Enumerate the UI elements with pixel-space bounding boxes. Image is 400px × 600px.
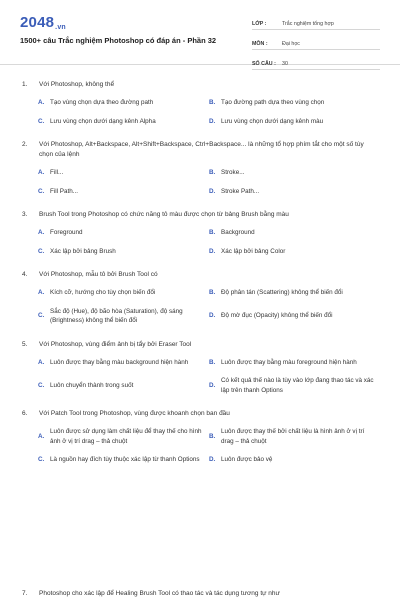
option-letter: A.	[38, 229, 45, 236]
option-row	[0, 98, 400, 108]
option-letter: A.	[38, 289, 45, 296]
option-row	[0, 376, 400, 395]
option-letter: C.	[38, 381, 45, 389]
question-item	[0, 409, 400, 465]
answer-options	[0, 427, 400, 465]
option-b[interactable]	[209, 98, 380, 108]
option-text: Là nguồn hay đích tùy thuộc xác lập từ thanh Options	[50, 456, 200, 463]
logo-suffix: .vn	[55, 24, 66, 31]
question-item-truncated	[0, 589, 400, 599]
meta-row-class	[252, 12, 380, 30]
option-text: Tạo vùng chọn dựa theo đường path	[50, 99, 154, 106]
option-letter: D.	[209, 456, 216, 463]
option-letter: C.	[38, 117, 45, 125]
option-letter: D.	[209, 381, 216, 389]
answer-options	[0, 358, 400, 396]
option-letter: B.	[209, 229, 216, 236]
option-a[interactable]	[38, 358, 209, 368]
option-b[interactable]	[209, 288, 380, 298]
option-letter: B.	[209, 169, 216, 176]
option-text: Sắc độ (Hue), độ bão hòa (Saturation), độ sáng (Brightness) không thể biến đổi	[50, 307, 183, 324]
option-letter: B.	[209, 289, 216, 296]
site-logo[interactable]	[20, 14, 66, 31]
option-a[interactable]	[38, 168, 209, 178]
option-d[interactable]	[209, 117, 380, 127]
option-text: Background	[221, 229, 255, 236]
option-text: Có kết quả thế nào là tùy vào lớp đang thao tác và xác lập trên thanh Options	[221, 377, 374, 394]
option-text: Độ mờ đục (Opacity) không thể biến đổi	[221, 312, 333, 320]
question-item	[0, 140, 400, 196]
option-letter: A.	[38, 99, 45, 106]
meta-label: MÔN :	[252, 41, 268, 47]
option-text: Stroke Path...	[221, 187, 260, 195]
question-number: 4.	[22, 271, 28, 278]
answer-options	[0, 168, 400, 196]
option-text: Lưu vùng chọn dưới dạng kênh màu	[221, 117, 324, 125]
meta-value: 30	[282, 61, 288, 67]
option-b[interactable]	[209, 358, 380, 368]
option-letter: D.	[209, 117, 216, 125]
meta-row-subject	[252, 32, 380, 50]
option-c[interactable]	[38, 455, 209, 465]
document-header	[0, 0, 400, 65]
option-text: Foreground	[50, 229, 83, 236]
option-letter: A.	[38, 432, 45, 440]
answer-options	[0, 228, 400, 256]
meta-value: Đại học	[282, 41, 300, 47]
question-text	[0, 340, 400, 350]
option-text: Luôn được thay bằng màu foreground hiện hành	[221, 358, 357, 366]
option-row	[0, 117, 400, 127]
option-letter: C.	[38, 456, 45, 463]
option-row	[0, 427, 400, 446]
question-number: 3.	[22, 211, 28, 218]
question-text	[0, 80, 400, 90]
question-item	[0, 80, 400, 126]
question-text	[0, 210, 400, 220]
option-a[interactable]	[38, 288, 209, 298]
question-text	[0, 140, 400, 160]
option-b[interactable]	[209, 168, 380, 178]
option-text: Độ phân tán (Scattering) không thể biến đổi	[221, 289, 343, 296]
question-list	[0, 80, 400, 479]
document-meta	[252, 12, 380, 72]
option-letter: C.	[38, 187, 45, 195]
option-letter: B.	[209, 99, 216, 106]
option-text: Luôn được thay bằng màu background hiện hành	[50, 358, 189, 366]
option-letter: C.	[38, 312, 45, 320]
question-body: Với Photoshop, mẫu tô bởi Brush Tool có	[39, 271, 158, 278]
option-row	[0, 307, 400, 326]
option-letter: D.	[209, 312, 216, 320]
meta-label: LỚP :	[252, 21, 267, 27]
meta-label: SỐ CÂU :	[252, 61, 276, 67]
option-d[interactable]	[209, 247, 380, 257]
option-a[interactable]	[38, 427, 209, 446]
option-text: Xác lập bởi bảng Brush	[50, 247, 116, 255]
option-row	[0, 247, 400, 257]
question-number: 2.	[22, 141, 28, 148]
option-a[interactable]	[38, 228, 209, 238]
question-item	[0, 270, 400, 326]
answer-options	[0, 288, 400, 326]
question-body: Photoshop cho xác lập để Healing Brush Tool có thao tác và tác dụng tương tự như	[39, 590, 280, 597]
option-row	[0, 187, 400, 197]
option-text: Luôn chuyển thành trong suốt	[50, 381, 134, 389]
option-row	[0, 228, 400, 238]
option-text: Luôn được bảo vệ	[221, 456, 273, 463]
logo-main: 2048	[20, 14, 55, 31]
option-text: Xác lập bởi bảng Color	[221, 247, 286, 255]
option-letter: B.	[209, 358, 216, 366]
option-row	[0, 455, 400, 465]
question-body: Với Patch Tool trong Photoshop, vùng được khoanh chọn ban đầu	[39, 410, 230, 417]
question-body: Với Photoshop, không thể	[39, 81, 115, 88]
option-letter: A.	[38, 169, 45, 176]
option-a[interactable]	[38, 98, 209, 108]
answer-options	[0, 98, 400, 126]
question-text	[0, 589, 400, 599]
option-letter: D.	[209, 247, 216, 255]
question-text	[0, 409, 400, 419]
option-c[interactable]	[38, 307, 209, 326]
question-number: 5.	[22, 340, 28, 348]
option-c[interactable]	[38, 187, 209, 197]
option-text: Luôn được sử dụng làm chất liệu để thay thế cho hình ảnh ở vị trí drag – thả chuột	[50, 428, 202, 445]
question-number: 7.	[22, 590, 28, 597]
option-d[interactable]	[209, 455, 380, 465]
question-item	[0, 210, 400, 256]
option-letter: B.	[209, 432, 216, 440]
option-text: Tạo đường path dựa theo vùng chọn	[221, 99, 325, 106]
question-number: 1.	[22, 81, 28, 88]
option-row	[0, 358, 400, 368]
question-item	[0, 340, 400, 396]
option-letter: D.	[209, 187, 216, 195]
question-text	[0, 270, 400, 280]
option-letter: A.	[38, 358, 45, 366]
question-body: Với Photoshop, vùng điểm ảnh bị tẩy bởi Eraser Tool	[39, 340, 192, 348]
option-text: Lưu vùng chọn dưới dạng kênh Alpha	[50, 117, 156, 125]
option-c[interactable]	[38, 376, 209, 395]
option-text: Stroke...	[221, 169, 245, 176]
option-text: Fill...	[50, 169, 64, 176]
question-body: Với Photoshop, Alt+Backspace, Alt+Shift+Backspace, Ctrl+Backspace... là những tổ hợp phím tắt cho một số tùy chọn của lệnh	[39, 141, 364, 158]
question-number: 6.	[22, 410, 28, 417]
option-b[interactable]	[209, 228, 380, 238]
option-c[interactable]	[38, 247, 209, 257]
option-row	[0, 168, 400, 178]
meta-row-count	[252, 52, 380, 70]
option-row	[0, 288, 400, 298]
option-c[interactable]	[38, 117, 209, 127]
option-b[interactable]	[209, 427, 380, 446]
option-letter: C.	[38, 247, 45, 255]
question-body: Brush Tool trong Photoshop có chức năng tô màu được chọn từ bảng Brush bằng màu	[39, 211, 289, 218]
meta-value: Trắc nghiệm tổng hợp	[282, 21, 334, 27]
option-d[interactable]	[209, 307, 380, 326]
option-text: Kích cỡ, hướng cho tùy chọn biến đổi	[50, 289, 156, 296]
option-d[interactable]	[209, 187, 380, 197]
option-d[interactable]	[209, 376, 380, 395]
option-text: Fill Path...	[50, 187, 78, 195]
document-title: 1500+ câu Trắc nghiệm Photoshop có đáp án - Phần 32	[20, 36, 217, 45]
option-text: Luôn được thay thế bởi chất liệu là hình ảnh ở vị trí drag – thả chuột	[221, 428, 365, 445]
